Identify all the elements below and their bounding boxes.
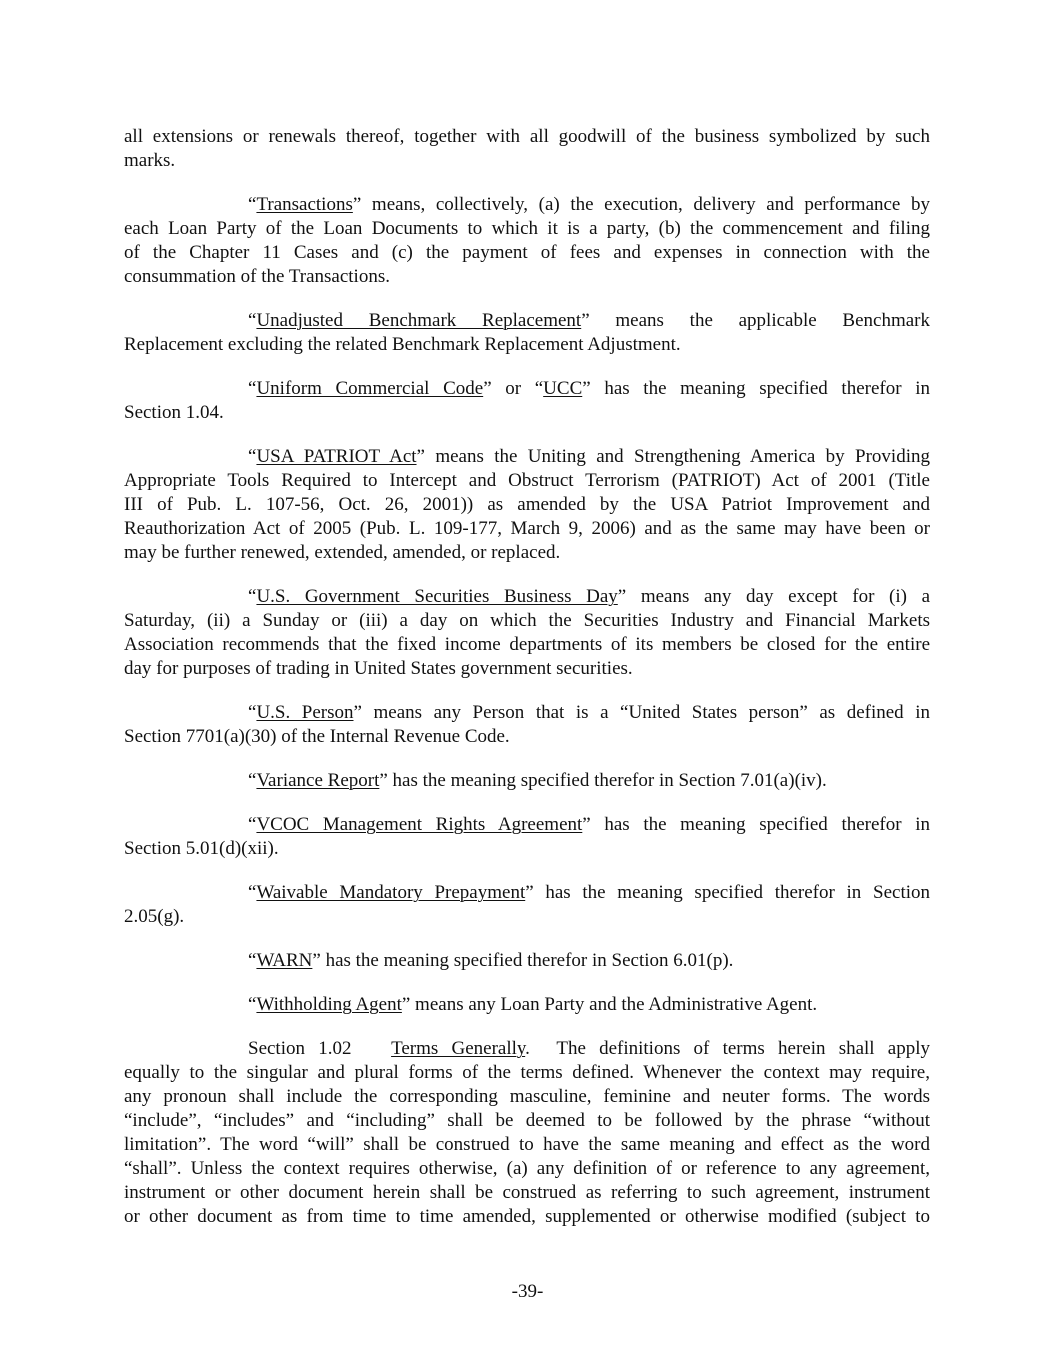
text-segment: Section 7701(a)(30) of the Internal Revenue Code.	[124, 726, 510, 747]
text-segment: “	[248, 882, 257, 903]
paragraph	[124, 193, 930, 289]
text-line	[124, 517, 930, 541]
defined-term: U.S. Person	[256, 702, 354, 723]
defined-term: Uniform Commercial Code	[256, 378, 484, 399]
text-line	[124, 1181, 930, 1205]
defined-term: Withholding Agent	[256, 994, 402, 1015]
paragraph	[124, 993, 930, 1017]
page-number: -39-	[511, 1281, 544, 1302]
text-segment: instrument or other document herein shall be construed as referring to such agreement, instrument	[124, 1182, 930, 1203]
text-segment: “shall”. Unless the context requires otherwise, (a) any definition of or reference to any agreement,	[124, 1158, 930, 1179]
text-line	[124, 217, 930, 241]
paragraph	[124, 125, 930, 173]
paragraph	[124, 585, 930, 681]
text-segment: limitation”. The word “will” shall be construed to have the same meaning and effect as the word	[124, 1134, 930, 1155]
text-segment: “	[248, 446, 257, 467]
paragraph	[124, 769, 930, 793]
text-line	[124, 309, 930, 333]
text-line	[124, 1157, 930, 1181]
text-segment: equally to the singular and plural forms of the terms defined. Whenever the context may require,	[124, 1062, 930, 1083]
text-line	[124, 541, 930, 565]
text-segment: “	[248, 378, 257, 399]
paragraph	[124, 813, 930, 861]
text-line	[124, 149, 930, 173]
paragraph	[124, 1037, 930, 1229]
text-segment: ” or “	[483, 378, 544, 399]
text-segment: . The definitions of terms herein shall apply	[525, 1038, 930, 1059]
text-segment: of the Chapter 11 Cases and (c) the payment of fees and expenses in connection with the	[124, 242, 930, 263]
text-line	[124, 949, 930, 973]
text-line	[124, 813, 930, 837]
defined-term: UCC	[543, 378, 583, 399]
paragraph	[124, 881, 930, 929]
text-line	[124, 837, 930, 861]
defined-term: Transactions	[256, 194, 353, 215]
defined-term: USA PATRIOT Act	[256, 446, 417, 467]
text-segment: ” has the meaning specified therefor in	[582, 814, 930, 835]
paragraph	[124, 377, 930, 425]
text-line	[124, 265, 930, 289]
text-line	[124, 1037, 930, 1061]
text-segment: “include”, “includes” and “including” shall be deemed to be followed by the phrase “without	[124, 1110, 930, 1131]
text-line	[124, 905, 930, 929]
text-segment: “	[248, 586, 257, 607]
text-segment: may be further renewed, extended, amended, or replaced.	[124, 542, 561, 563]
text-segment: III of Pub. L. 107-56, Oct. 26, 2001)) as amended by the USA Patriot Improvement and	[124, 494, 930, 515]
text-line	[124, 1085, 930, 1109]
text-line	[124, 881, 930, 905]
text-segment: or other document as from time to time amended, supplemented or otherwise modified (subject to	[124, 1206, 930, 1227]
text-segment: consummation of the Transactions.	[124, 266, 390, 287]
text-line	[124, 585, 930, 609]
text-segment: “	[248, 994, 257, 1015]
text-line	[124, 769, 930, 793]
text-line	[124, 1205, 930, 1229]
defined-term: U.S. Government Securities Business Day	[256, 586, 618, 607]
text-segment: ” means any Loan Party and the Administrative Agent.	[401, 994, 818, 1015]
text-segment: ” means the Uniting and Strengthening America by Providing	[416, 446, 930, 467]
text-line	[124, 1061, 930, 1085]
text-line	[124, 1109, 930, 1133]
defined-term: WARN	[256, 950, 313, 971]
text-line	[124, 125, 930, 149]
text-segment: 2.05(g).	[124, 906, 185, 927]
paragraph	[124, 445, 930, 565]
text-segment: ” has the meaning specified therefor in Section	[525, 882, 931, 903]
text-segment: ” means the applicable Benchmark	[581, 310, 930, 331]
text-segment: Section 1.04.	[124, 402, 224, 423]
text-line	[124, 493, 930, 517]
defined-term: Terms Generally	[391, 1038, 526, 1059]
text-segment: “	[248, 310, 257, 331]
defined-term: Variance Report	[256, 770, 380, 791]
text-line	[124, 445, 930, 469]
text-segment: marks.	[124, 150, 176, 171]
document-body	[124, 125, 930, 1249]
text-segment: ” has the meaning specified therefor in Section 7.01(a)(iv).	[379, 770, 827, 791]
text-segment: ” means, collectively, (a) the execution, delivery and performance by	[352, 194, 930, 215]
text-segment: Section 5.01(d)(xii).	[124, 838, 279, 859]
text-line	[124, 725, 930, 749]
text-segment: day for purposes of trading in United States government securities.	[124, 658, 633, 679]
text-line	[124, 193, 930, 217]
text-segment: “	[248, 950, 257, 971]
text-segment: Replacement excluding the related Benchmark Replacement Adjustment.	[124, 334, 681, 355]
text-segment: ” has the meaning specified therefor in	[582, 378, 930, 399]
defined-term: Unadjusted Benchmark Replacement	[256, 310, 582, 331]
text-line	[124, 701, 930, 725]
defined-term: VCOC Management Rights Agreement	[256, 814, 583, 835]
text-segment: Appropriate Tools Required to Intercept and Obstruct Terrorism (PATRIOT) Act of 2001 (Title	[124, 470, 930, 491]
text-line	[124, 609, 930, 633]
text-line	[124, 333, 930, 357]
text-line	[124, 657, 930, 681]
text-line	[124, 377, 930, 401]
text-line	[124, 1133, 930, 1157]
text-segment: Reauthorization Act of 2005 (Pub. L. 109-177, March 9, 2006) and as the same may have been or	[124, 518, 930, 539]
text-segment: “	[248, 770, 257, 791]
text-segment: “	[248, 702, 257, 723]
text-segment: Saturday, (ii) a Sunday or (iii) a day on which the Securities Industry and Financial Markets	[124, 610, 930, 631]
paragraph	[124, 309, 930, 357]
paragraph	[124, 701, 930, 749]
text-segment: ” means any day except for (i) a	[617, 586, 931, 607]
text-segment: Association recommends that the fixed income departments of its members be closed for the entire	[124, 634, 930, 655]
text-line	[124, 993, 930, 1017]
text-segment: ” means any Person that is a “United States person” as defined in	[353, 702, 930, 723]
text-segment: all extensions or renewals thereof, together with all goodwill of the business symbolized by such	[124, 126, 930, 147]
text-segment: “	[248, 814, 257, 835]
paragraph	[124, 949, 930, 973]
text-segment: ” has the meaning specified therefor in Section 6.01(p).	[312, 950, 734, 971]
text-segment: any pronoun shall include the corresponding masculine, feminine and neuter forms. The words	[124, 1086, 930, 1107]
text-line	[124, 401, 930, 425]
defined-term: Waivable Mandatory Prepayment	[256, 882, 526, 903]
text-line	[124, 241, 930, 265]
text-segment: Section 1.02	[248, 1038, 392, 1059]
text-line	[124, 633, 930, 657]
text-segment: “	[248, 194, 257, 215]
text-line	[124, 469, 930, 493]
text-segment: each Loan Party of the Loan Documents to which it is a party, (b) the commencement and filing	[124, 218, 930, 239]
